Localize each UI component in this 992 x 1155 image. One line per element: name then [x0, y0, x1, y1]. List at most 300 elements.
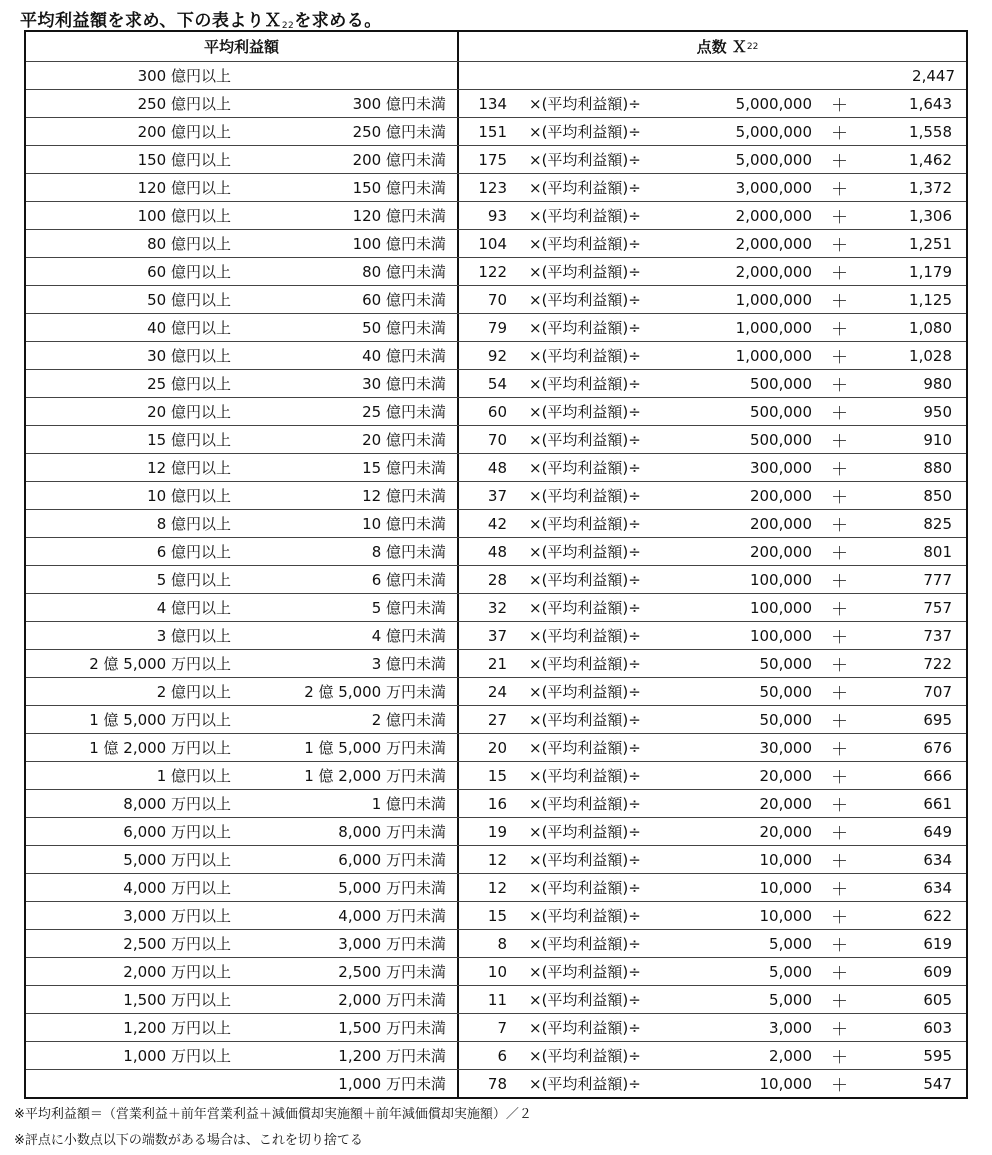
divisor: 20,000	[759, 822, 812, 841]
score-cell	[459, 1070, 966, 1097]
multiplier: 8	[497, 934, 507, 953]
table-row	[26, 901, 966, 929]
formula-text: ×(平均利益額)÷	[529, 795, 641, 813]
score-cell	[459, 370, 966, 397]
divisor: 200,000	[749, 514, 812, 533]
range-cell	[26, 258, 459, 285]
range-lower: 50 億円以上	[147, 291, 231, 309]
score-table	[24, 30, 968, 1099]
range-cell	[26, 566, 459, 593]
score-cell	[459, 510, 966, 537]
divisor: 30,000	[759, 738, 812, 757]
range-cell	[26, 538, 459, 565]
score-cell	[459, 818, 966, 845]
divisor: 50,000	[759, 654, 812, 673]
range-cell	[26, 370, 459, 397]
range-cell	[26, 650, 459, 677]
table-row	[26, 1069, 966, 1097]
score-cell	[459, 314, 966, 341]
range-cell	[26, 286, 459, 313]
formula-text: ×(平均利益額)÷	[529, 851, 641, 869]
divisor: 3,000	[769, 1018, 812, 1037]
addend: 801	[923, 542, 952, 561]
title-main: 平均利益額を求め、下の表よりＸ	[20, 11, 282, 31]
plus-sign: ＋	[831, 936, 848, 956]
addend: 619	[923, 934, 952, 953]
range-cell	[26, 594, 459, 621]
range-cell	[26, 174, 459, 201]
divisor: 100,000	[749, 598, 812, 617]
addend: 880	[923, 458, 952, 477]
table-row	[26, 929, 966, 957]
range-upper: 200 億円未満	[352, 151, 446, 169]
addend: 695	[923, 710, 952, 729]
score-cell	[459, 426, 966, 453]
divisor: 10,000	[759, 1074, 812, 1093]
plus-sign: ＋	[831, 488, 848, 508]
range-lower: 1,200 万円以上	[123, 1019, 231, 1037]
formula-text: ×(平均利益額)÷	[529, 151, 641, 169]
table-row	[26, 621, 966, 649]
range-upper: 1 億 5,000 万円未満	[304, 739, 446, 757]
table-row	[26, 705, 966, 733]
formula-text: ×(平均利益額)÷	[529, 963, 641, 981]
range-lower: 150 億円以上	[137, 151, 231, 169]
range-upper: 20 億円未満	[362, 431, 446, 449]
range-cell	[26, 510, 459, 537]
score-cell	[459, 1042, 966, 1069]
divisor: 50,000	[759, 682, 812, 701]
formula-text: ×(平均利益額)÷	[529, 347, 641, 365]
addend: 1,306	[909, 206, 952, 225]
multiplier: 21	[487, 654, 507, 673]
multiplier: 11	[487, 990, 507, 1009]
table-row	[26, 257, 966, 285]
divisor: 2,000,000	[735, 262, 812, 281]
multiplier: 151	[478, 122, 507, 141]
multiplier: 32	[487, 598, 507, 617]
score-cell	[459, 62, 966, 89]
score-cell	[459, 398, 966, 425]
table-row	[26, 201, 966, 229]
header-average-profit	[26, 32, 459, 61]
multiplier: 93	[487, 206, 507, 225]
divisor: 5,000	[769, 990, 812, 1009]
plus-sign: ＋	[831, 992, 848, 1012]
multiplier: 27	[487, 710, 507, 729]
addend: 634	[923, 878, 952, 897]
range-lower: 5,000 万円以上	[123, 851, 231, 869]
formula-text: ×(平均利益額)÷	[529, 739, 641, 757]
addend: 777	[923, 570, 952, 589]
range-lower: 80 億円以上	[147, 235, 231, 253]
range-upper: 12 億円未満	[362, 487, 446, 505]
formula-text: ×(平均利益額)÷	[529, 487, 641, 505]
multiplier: 28	[487, 570, 507, 589]
range-upper: 8 億円未満	[371, 543, 446, 561]
range-lower: 2,000 万円以上	[123, 963, 231, 981]
header-right-subscript: 22	[746, 41, 759, 52]
table-row	[26, 1013, 966, 1041]
range-cell	[26, 202, 459, 229]
score-cell	[459, 930, 966, 957]
title-subscript: 22	[281, 21, 295, 31]
addend: 547	[923, 1074, 952, 1093]
plus-sign: ＋	[831, 908, 848, 928]
range-upper: 4 億円未満	[371, 627, 446, 645]
range-cell	[26, 1014, 459, 1041]
score-cell	[459, 566, 966, 593]
score-cell	[459, 902, 966, 929]
range-upper: 25 億円未満	[362, 403, 446, 421]
formula-text: ×(平均利益額)÷	[529, 683, 641, 701]
multiplier: 20	[487, 738, 507, 757]
range-cell	[26, 706, 459, 733]
plus-sign: ＋	[831, 124, 848, 144]
formula-text: ×(平均利益額)÷	[529, 235, 641, 253]
multiplier: 15	[487, 766, 507, 785]
range-upper: 1,000 万円未満	[338, 1075, 446, 1093]
formula-text: ×(平均利益額)÷	[529, 375, 641, 393]
score-cell	[459, 230, 966, 257]
plus-sign: ＋	[831, 796, 848, 816]
addend: 609	[923, 962, 952, 981]
range-upper: 3 億円未満	[371, 655, 446, 673]
formula-text: ×(平均利益額)÷	[529, 599, 641, 617]
plus-sign: ＋	[831, 1076, 848, 1096]
range-cell	[26, 342, 459, 369]
multiplier: 24	[487, 682, 507, 701]
formula-text: ×(平均利益額)÷	[529, 403, 641, 421]
range-lower: 100 億円以上	[137, 207, 231, 225]
score-cell	[459, 678, 966, 705]
divisor: 5,000,000	[735, 94, 812, 113]
multiplier: 70	[487, 290, 507, 309]
addend: 1,372	[909, 178, 952, 197]
header-score	[459, 32, 966, 61]
formula-text: ×(平均利益額)÷	[529, 627, 641, 645]
table-row	[26, 1041, 966, 1069]
range-lower: 2 億 5,000 万円以上	[89, 655, 231, 673]
addend: 707	[923, 682, 952, 701]
range-lower: 1 億円以上	[156, 767, 231, 785]
range-lower: 3,000 万円以上	[123, 907, 231, 925]
table-row	[26, 593, 966, 621]
divisor: 3,000,000	[735, 178, 812, 197]
addend: 722	[923, 654, 952, 673]
range-lower: 120 億円以上	[137, 179, 231, 197]
addend: 666	[923, 766, 952, 785]
range-lower: 6,000 万円以上	[123, 823, 231, 841]
table-row	[26, 957, 966, 985]
range-upper: 300 億円未満	[352, 95, 446, 113]
divisor: 2,000	[769, 1046, 812, 1065]
plus-sign: ＋	[831, 964, 848, 984]
range-upper: 10 億円未満	[362, 515, 446, 533]
plus-sign: ＋	[831, 572, 848, 592]
plus-sign: ＋	[831, 740, 848, 760]
table-row	[26, 145, 966, 173]
addend: 605	[923, 990, 952, 1009]
divisor: 5,000	[769, 934, 812, 953]
range-upper: 2,500 万円未満	[338, 963, 446, 981]
range-lower: 1,500 万円以上	[123, 991, 231, 1009]
addend: 757	[923, 598, 952, 617]
table-row	[26, 677, 966, 705]
table-row	[26, 285, 966, 313]
addend: 603	[923, 1018, 952, 1037]
score-cell	[459, 650, 966, 677]
range-cell	[26, 230, 459, 257]
range-cell	[26, 902, 459, 929]
formula-text: ×(平均利益額)÷	[529, 95, 641, 113]
score-cell	[459, 286, 966, 313]
multiplier: 37	[487, 626, 507, 645]
table-row	[26, 873, 966, 901]
plus-sign: ＋	[831, 320, 848, 340]
range-upper: 250 億円未満	[352, 123, 446, 141]
formula-text: ×(平均利益額)÷	[529, 123, 641, 141]
formula-text: ×(平均利益額)÷	[529, 319, 641, 337]
table-row	[26, 397, 966, 425]
table-row	[26, 117, 966, 145]
plus-sign: ＋	[831, 292, 848, 312]
addend: 1,462	[909, 150, 952, 169]
plus-sign: ＋	[831, 544, 848, 564]
range-lower: 60 億円以上	[147, 263, 231, 281]
divisor: 5,000	[769, 962, 812, 981]
range-cell	[26, 874, 459, 901]
addend: 825	[923, 514, 952, 533]
range-lower: 4,000 万円以上	[123, 879, 231, 897]
table-header-row	[26, 32, 966, 61]
addend: 1,125	[909, 290, 952, 309]
range-cell	[26, 482, 459, 509]
plus-sign: ＋	[831, 1020, 848, 1040]
page-title	[20, 6, 382, 31]
range-cell	[26, 622, 459, 649]
plus-sign: ＋	[831, 684, 848, 704]
addend: 737	[923, 626, 952, 645]
multiplier: 60	[487, 402, 507, 421]
range-upper: 50 億円未満	[362, 319, 446, 337]
addend: 980	[923, 374, 952, 393]
formula-text: ×(平均利益額)÷	[529, 991, 641, 1009]
range-upper: 120 億円未満	[352, 207, 446, 225]
range-upper: 3,000 万円未満	[338, 935, 446, 953]
multiplier: 10	[487, 962, 507, 981]
multiplier: 48	[487, 542, 507, 561]
plus-sign: ＋	[831, 264, 848, 284]
range-lower: 4 億円以上	[156, 599, 231, 617]
divisor: 500,000	[749, 374, 812, 393]
score-cell	[459, 594, 966, 621]
multiplier: 104	[478, 234, 507, 253]
formula-text: ×(平均利益額)÷	[529, 935, 641, 953]
formula-text: ×(平均利益額)÷	[529, 431, 641, 449]
range-upper: 6,000 万円未満	[338, 851, 446, 869]
range-lower: 6 億円以上	[156, 543, 231, 561]
score-cell	[459, 874, 966, 901]
header-left-label: 平均利益額	[203, 38, 279, 56]
addend: 1,643	[909, 94, 952, 113]
score-cell	[459, 706, 966, 733]
score-cell	[459, 146, 966, 173]
score-cell	[459, 734, 966, 761]
multiplier: 122	[478, 262, 507, 281]
divisor: 1,000,000	[735, 290, 812, 309]
table-row	[26, 229, 966, 257]
plus-sign: ＋	[831, 824, 848, 844]
divisor: 1,000,000	[735, 346, 812, 365]
divisor: 10,000	[759, 878, 812, 897]
range-upper: 150 億円未満	[352, 179, 446, 197]
table-row	[26, 89, 966, 117]
score-cell	[459, 762, 966, 789]
plus-sign: ＋	[831, 180, 848, 200]
range-lower: 12 億円以上	[147, 459, 231, 477]
range-upper: 30 億円未満	[362, 375, 446, 393]
table-row	[26, 341, 966, 369]
formula-text: ×(平均利益額)÷	[529, 823, 641, 841]
formula-text: ×(平均利益額)÷	[529, 515, 641, 533]
plus-sign: ＋	[831, 516, 848, 536]
range-cell	[26, 398, 459, 425]
table-row	[26, 453, 966, 481]
formula-text: ×(平均利益額)÷	[529, 1047, 641, 1065]
score-cell	[459, 846, 966, 873]
plus-sign: ＋	[831, 880, 848, 900]
table-row	[26, 789, 966, 817]
range-lower: 1 億 2,000 万円以上	[89, 739, 231, 757]
addend: 910	[923, 430, 952, 449]
formula-text: ×(平均利益額)÷	[529, 543, 641, 561]
range-lower: 300 億円以上	[137, 67, 231, 85]
divisor: 100,000	[749, 570, 812, 589]
divisor: 500,000	[749, 402, 812, 421]
range-cell	[26, 986, 459, 1013]
multiplier: 123	[478, 178, 507, 197]
range-cell	[26, 734, 459, 761]
score-cell	[459, 174, 966, 201]
range-cell	[26, 678, 459, 705]
formula-text: ×(平均利益額)÷	[529, 571, 641, 589]
divisor: 50,000	[759, 710, 812, 729]
score-constant: 2,447	[912, 66, 955, 85]
range-cell	[26, 790, 459, 817]
range-lower: 2,500 万円以上	[123, 935, 231, 953]
formula-text: ×(平均利益額)÷	[529, 207, 641, 225]
multiplier: 175	[478, 150, 507, 169]
range-lower: 8 億円以上	[156, 515, 231, 533]
formula-text: ×(平均利益額)÷	[529, 711, 641, 729]
range-upper: 5,000 万円未満	[338, 879, 446, 897]
table-row	[26, 313, 966, 341]
range-upper: 1 億円未満	[371, 795, 446, 813]
multiplier: 48	[487, 458, 507, 477]
table-row	[26, 733, 966, 761]
range-lower: 40 億円以上	[147, 319, 231, 337]
plus-sign: ＋	[831, 600, 848, 620]
plus-sign: ＋	[831, 376, 848, 396]
range-lower: 5 億円以上	[156, 571, 231, 589]
divisor: 10,000	[759, 850, 812, 869]
table-row	[26, 537, 966, 565]
range-lower: 200 億円以上	[137, 123, 231, 141]
score-cell	[459, 790, 966, 817]
range-cell	[26, 426, 459, 453]
range-cell	[26, 454, 459, 481]
divisor: 500,000	[749, 430, 812, 449]
plus-sign: ＋	[831, 768, 848, 788]
table-row	[26, 649, 966, 677]
range-lower: 1,000 万円以上	[123, 1047, 231, 1065]
table-row	[26, 369, 966, 397]
divisor: 100,000	[749, 626, 812, 645]
table-row-top	[26, 61, 966, 89]
table-row	[26, 817, 966, 845]
range-cell	[26, 958, 459, 985]
footnote-average-profit: ※平均利益額＝（営業利益＋前年営業利益＋減価償却実施額＋前年減価償却実施額）／２	[14, 1107, 532, 1122]
range-lower: 30 億円以上	[147, 347, 231, 365]
range-cell	[26, 1042, 459, 1069]
divisor: 5,000,000	[735, 150, 812, 169]
range-lower: 8,000 万円以上	[123, 795, 231, 813]
range-upper: 2,000 万円未満	[338, 991, 446, 1009]
footnotes	[14, 1102, 532, 1154]
multiplier: 12	[487, 850, 507, 869]
range-upper: 15 億円未満	[362, 459, 446, 477]
range-cell	[26, 118, 459, 145]
addend: 661	[923, 794, 952, 813]
table-row	[26, 845, 966, 873]
range-cell	[26, 762, 459, 789]
table-row	[26, 425, 966, 453]
divisor: 300,000	[749, 458, 812, 477]
table-row	[26, 761, 966, 789]
range-cell	[26, 146, 459, 173]
divisor: 200,000	[749, 486, 812, 505]
multiplier: 12	[487, 878, 507, 897]
range-lower: 25 億円以上	[147, 375, 231, 393]
plus-sign: ＋	[831, 152, 848, 172]
plus-sign: ＋	[831, 460, 848, 480]
table-row	[26, 173, 966, 201]
table-row	[26, 565, 966, 593]
divisor: 10,000	[759, 906, 812, 925]
range-upper: 4,000 万円未満	[338, 907, 446, 925]
table-row	[26, 481, 966, 509]
plus-sign: ＋	[831, 236, 848, 256]
score-cell	[459, 118, 966, 145]
range-upper: 1,500 万円未満	[338, 1019, 446, 1037]
range-cell	[26, 314, 459, 341]
score-cell	[459, 454, 966, 481]
range-upper: 40 億円未満	[362, 347, 446, 365]
plus-sign: ＋	[831, 852, 848, 872]
formula-text: ×(平均利益額)÷	[529, 1019, 641, 1037]
table-row	[26, 985, 966, 1013]
plus-sign: ＋	[831, 348, 848, 368]
plus-sign: ＋	[831, 628, 848, 648]
range-upper: 60 億円未満	[362, 291, 446, 309]
range-lower: 2 億円以上	[156, 683, 231, 701]
multiplier: 134	[478, 94, 507, 113]
addend: 649	[923, 822, 952, 841]
range-upper: 100 億円未満	[352, 235, 446, 253]
range-lower: 3 億円以上	[156, 627, 231, 645]
formula-text: ×(平均利益額)÷	[529, 767, 641, 785]
